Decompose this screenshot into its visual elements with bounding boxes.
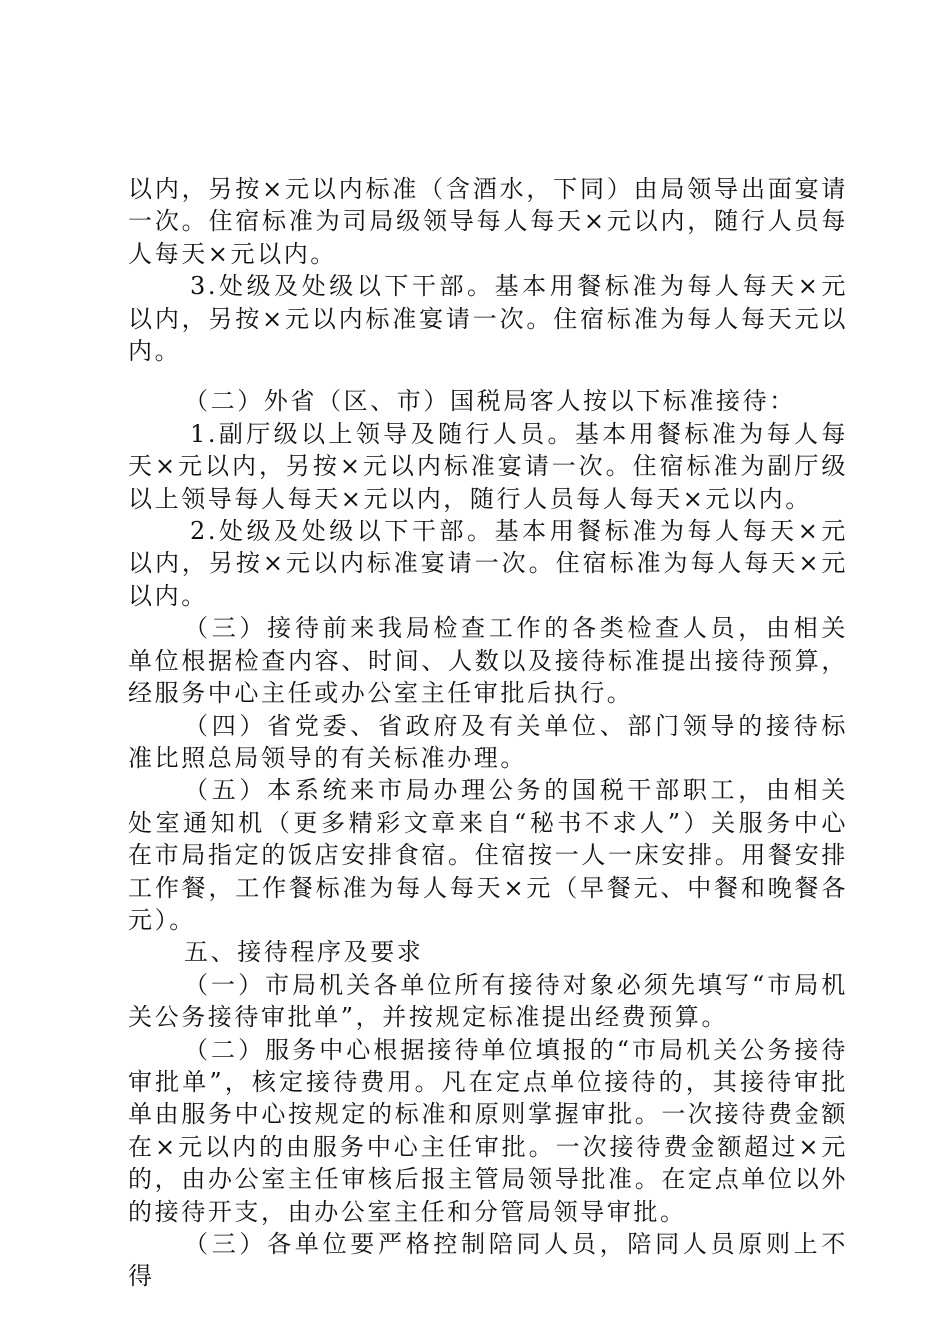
paragraph-accompanying-staff: （三）各单位要严格控制陪同人员，陪同人员原则上不得: [128, 1230, 848, 1291]
section-heading-procedures: 五、接待程序及要求: [184, 938, 424, 967]
paragraph-deputy-department-level: 1.副厅级以上领导及随行人员。基本用餐标准为每人每天×元以内，另按×元以内标准宴请一次。住宿标准为副厅级以上领导每人每天×元以内，随行人员每人每天×元以内。: [128, 419, 848, 513]
document-body: [128, 173, 848, 1293]
paragraph-inspection-staff: （三）接待前来我局检查工作的各类检查人员，由相关单位根据检查内容、时间、人数以及接待标准提出接待预算，经服务中心主任或办公室主任审批后执行。: [128, 614, 848, 708]
paragraph-other-province-guests: （二）外省（区、市）国税局客人按以下标准接待：: [184, 387, 796, 416]
paragraph-section-level-2: 2.处级及处级以下干部。基本用餐标准为每人每天×元以内，另按×元以内标准宴请一次。住宿标准为每人每天×元以内。: [128, 517, 848, 610]
paragraph-reception-continued: 以内，另按×元以内标准（含酒水，下同）由局领导出面宴请一次。住宿标准为司局级领导每人每天×元以内，随行人员每人每天×元以内。: [128, 175, 848, 268]
paragraph-approval-form: （一）市局机关各单位所有接待对象必须先填写“市局机关公务接待审批单”，并按规定标准提出经费预算。: [128, 970, 848, 1032]
paragraph-provincial-leaders: （四）省党委、省政府及有关单位、部门领导的接待标准比照总局领导的有关标准办理。: [128, 711, 848, 772]
paragraph-service-center-approval: （二）服务中心根据接待单位填报的“市局机关公务接待审批单”，核定接待费用。凡在定点单位接待的，其接待审批单由服务中心按规定的标准和原则掌握审批。一次接待费金额在×元以内的由服务中心主任审批。一次接待费金额超过×元的，由办公室主任审核后报主管局领导批准。在定点单位以外的接待开支，由办公室主任和分管局领导审批。: [128, 1035, 848, 1226]
paragraph-section-level-3: 3.处级及处级以下干部。基本用餐标准为每人每天×元以内，另按×元以内标准宴请一次。住宿标准为每人每天元以内。: [128, 272, 848, 366]
paragraph-system-staff: （五）本系统来市局办理公务的国税干部职工，由相关处室通知机（更多精彩文章来自“秘书不求人”）关服务中心在市局指定的饭店安排食宿。住宿按一人一床安排。用餐安排工作餐，工作餐标准为每人每天×元（早餐元、中餐和晚餐各元）。: [128, 776, 848, 934]
paragraph-gap: [128, 367, 848, 385]
